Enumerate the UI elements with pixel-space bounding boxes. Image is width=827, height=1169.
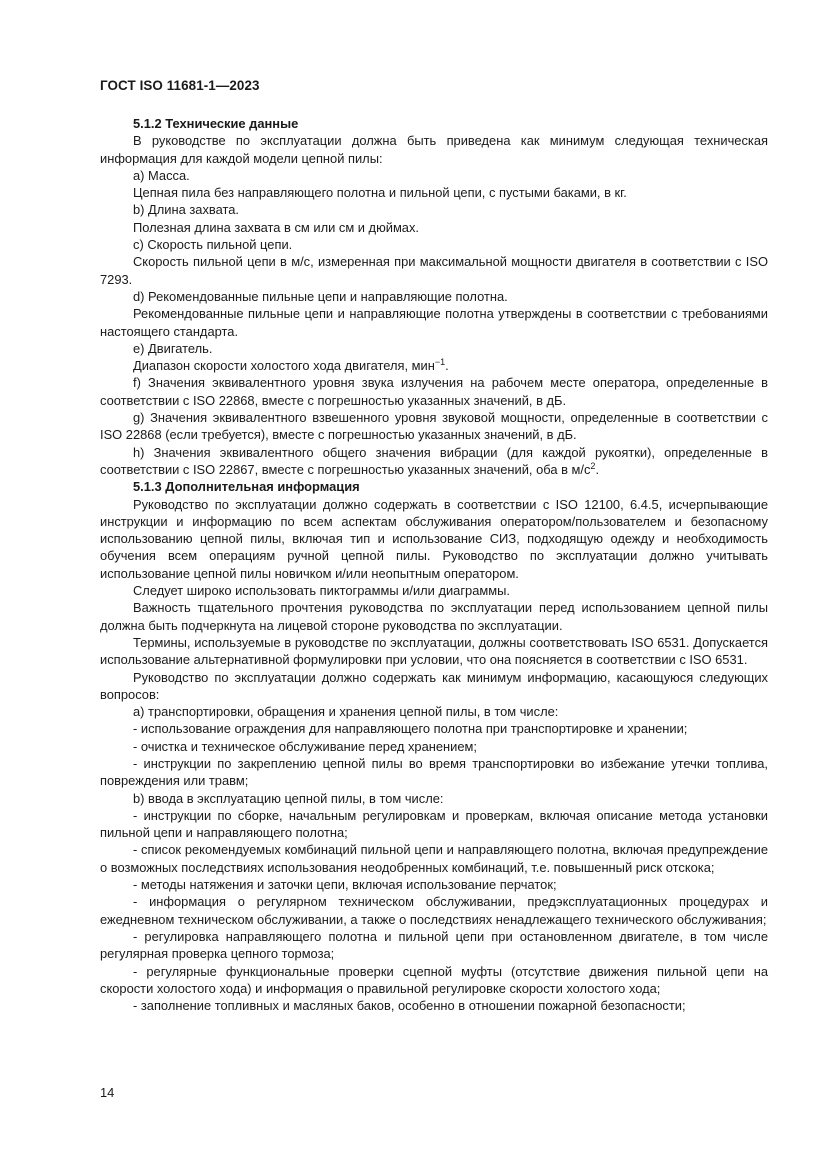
list-item-title: b) ввода в эксплуатацию цепной пилы, в том числе: (133, 790, 444, 806)
paragraph: f) Значения эквивалентного уровня звука излучения на рабочем месте оператора, определенные в соответствии с ISO 22868, вместе с погрешностью указанных значений, в дБ. (100, 375, 768, 408)
page-content (100, 115, 768, 1014)
list-item-title: a) транспортировки, обращения и хранения цепной пилы, в том числе: (133, 704, 559, 720)
list-item-title: d) Рекомендованные пильные цепи и направляющие полотна. (133, 288, 508, 304)
list-item: - очистка и техническое обслуживание перед хранением; (133, 738, 477, 754)
list-item: - заполнение топливных и масляных баков, особенно в отношении пожарной безопасности; (133, 998, 686, 1014)
document-code-header: ГОСТ ISO 11681-1—2023 (100, 78, 260, 93)
list-item: - методы натяжения и заточки цепи, включая использование перчаток; (133, 877, 557, 893)
list-item: - инструкции по сборке, начальным регулировкам и проверкам, включая описание метода установки пильной цепи и направляющего полотна; (100, 807, 768, 841)
paragraph: g) Значения эквивалентного взвешенного уровня звуковой мощности, определенные в соответствии с ISO 22868 (если требуется), вместе с погрешностью указанных значений, в дБ. (100, 410, 768, 443)
text-run: h) Значения эквивалентного общего значения вибрации (для каждой рукоятки), определенные в соответствии с ISO 22867, вместе с погрешностью указанных значений, оба в м/с (100, 444, 768, 477)
paragraph: Цепная пила без направляющего полотна и пильной цепи, с пустыми баками, в кг. (133, 185, 627, 201)
list-item-title: a) Масса. (133, 167, 190, 183)
paragraph: Скорость пильной цепи в м/с, измеренная при максимальной мощности двигателя в соответствии с ISO 7293. (100, 254, 768, 287)
paragraph: Термины, используемые в руководстве по эксплуатации, должны соответствовать ISO 6531. Допускается использование альтернативной формулировки при условии, что она поясняется в соответствии с ISO 6531. (100, 634, 768, 668)
paragraph: Следует широко использовать пиктограммы и/или диаграммы. (133, 583, 510, 599)
list-item: - регулировка направляющего полотна и пильной цепи при остановленном двигателе, в том числе регулярная проверка цепного тормоза; (100, 928, 768, 962)
list-item-title: c) Скорость пильной цепи. (133, 237, 293, 253)
page-number: 14 (100, 1085, 115, 1100)
text-run: . (595, 461, 600, 477)
list-item: - использование ограждения для направляющего полотна при транспортировке и хранении; (133, 721, 688, 737)
superscript: 2 (590, 460, 596, 471)
paragraph (100, 444, 768, 479)
paragraph: Полезная длина захвата в см или см и дюймах. (133, 219, 419, 235)
paragraph: Руководство по эксплуатации должно содержать как минимум информацию, касающуюся следующих вопросов: (100, 669, 768, 702)
paragraph: Рекомендованные пильные цепи и направляющие полотна утверждены в соответствии с требованиями настоящего стандарта. (100, 306, 768, 339)
list-item-title: e) Двигатель. (133, 340, 213, 356)
paragraph: Важность тщательного прочтения руководства по эксплуатации перед использованием цепной пилы должна быть подчеркнута на лицевой стороне руководства по эксплуатации. (100, 600, 768, 633)
paragraph: В руководстве по эксплуатации должна быть приведена как минимум следующая техническая информация для каждой модели цепной пилы: (100, 133, 768, 166)
list-item: - инструкции по закреплению цепной пилы во время транспортировки во избежание утечки топлива, повреждения или травм; (100, 755, 768, 789)
section-heading-5-1-3: 5.1.3 Дополнительная информация (133, 479, 360, 495)
list-item-title: b) Длина захвата. (133, 202, 239, 218)
paragraph: Руководство по эксплуатации должно содержать в соответствии с ISO 12100, 6.4.5, исчерпывающие инструкции и информацию по всем аспектам обслуживания оператором/пользователем и безопасному использованию цепной пилы, включая тип и использование СИЗ, подходящую одежду и необходимость обучения всем операциям ручной цепной пилы. Руководство по эксплуатации должно учитывать использование цепной пилы новичком и/или неопытным оператором. (100, 496, 768, 581)
list-item: - регулярные функциональные проверки сцепной муфты (отсутствие движения пильной цепи на скорости холостого хода) и информация о правильной регулировке скорости холостого хода; (100, 963, 768, 996)
section-heading-5-1-2: 5.1.2 Технические данные (133, 116, 299, 131)
list-item: - информация о регулярном техническом обслуживании, предэксплуатационных процедурах и ежедневном техническом обслуживании, а также о последствиях ненадлежащего технического обслуживания; (100, 894, 768, 927)
text-run: Диапазон скорости холостого хода двигателя, мин (133, 358, 435, 374)
list-item: - список рекомендуемых комбинаций пильной цепи и направляющего полотна, включая предупреждение о возможных последствиях использования неодобренных комбинаций, т.е. повышенный риск отскока; (100, 842, 768, 875)
paragraph (100, 357, 768, 374)
text-run: . (445, 358, 449, 374)
superscript: −1 (434, 357, 446, 368)
